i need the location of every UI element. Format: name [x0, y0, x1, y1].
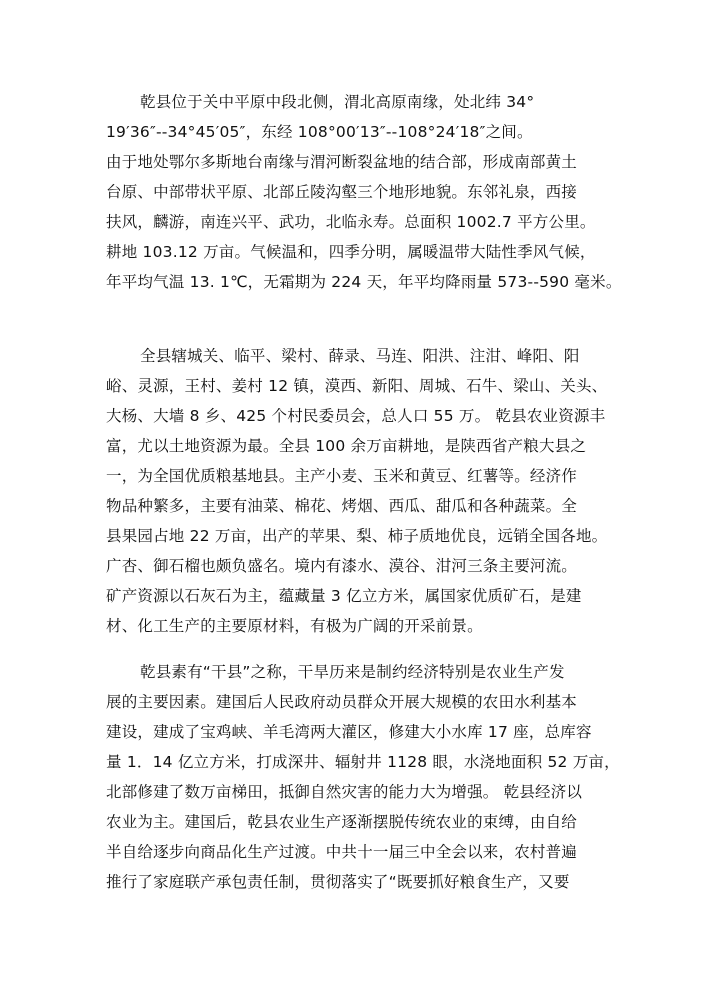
text-line: 广杏、御石榴也颇负盛名。境内有漆水、漠谷、泔河三条主要河流。 — [106, 557, 578, 575]
text-line: 材、化工生产的主要原材料，有极为广阔的开采前景。 — [106, 617, 483, 635]
text-line: 耕地 103.12 万亩。气候温和，四季分明，属暖温带大陆性季风气候， — [106, 243, 596, 261]
text-line: 一，为全国优质粮基地县。主产小麦、玉米和黄豆、红薯等。经济作 — [106, 467, 578, 485]
text-line: 大杨、大墙 8 乡、425 个村民委员会，总人口 55 万。 乾县农业资源丰 — [106, 407, 606, 425]
text-line: 物品种繁多，主要有油菜、棉花、烤烟、西瓜、甜瓜和各种蔬菜。全 — [106, 497, 578, 515]
text-line: 北部修建了数万亩梯田，抵御自然灾害的能力大为增强。 乾县经济以 — [106, 783, 583, 801]
text-line: 19′36″--34°45′05″，东经 108°00′13″--108°24′18″之间。 — [106, 123, 533, 141]
text-line: 扶风，麟游，南连兴平、武功，北临永寿。总面积 1002.7 平方公里。 — [106, 213, 596, 231]
text-line: 矿产资源以石灰石为主，蕴藏量 3 亿立方米，属国家优质矿石，是建 — [106, 587, 582, 605]
text-line: 农业为主。建国后，乾县农业生产逐渐摆脱传统农业的束缚，由自给 — [106, 813, 578, 831]
text-line: 县果园占地 22 万亩，出产的苹果、梨、柿子质地优良，远销全国各地。 — [106, 527, 608, 545]
text-line: 全县辖城关、临平、梁村、薛录、马连、阳洪、注泔、峰阳、阳 — [140, 347, 580, 365]
text-line: 由于地处鄂尔多斯地台南缘与渭河断裂盆地的结合部，形成南部黄土 — [106, 153, 578, 171]
text-line: 年平均气温 13. 1℃，无霜期为 224 天，年平均降雨量 573--590 毫米。 — [106, 273, 622, 291]
text-line: 乾县素有“干县”之称，干旱历来是制约经济特别是农业生产发 — [140, 663, 565, 681]
text-line: 推行了家庭联产承包责任制，贯彻落实了“既要抓好粮食生产，又要 — [106, 873, 570, 891]
text-line: 台原、中部带状平原、北部丘陵沟壑三个地形地貌。东邻礼泉，西接 — [106, 183, 578, 201]
text-line: 峪、灵源，王村、姜村 12 镇，漠西、新阳、周城、石牛、梁山、关头、 — [106, 377, 608, 395]
text-line: 富，尤以土地资源为最。全县 100 余万亩耕地，是陕西省产粮大县之 — [106, 437, 587, 455]
text-line: 建设，建成了宝鸡峡、羊毛湾两大灌区，修建大小水库 17 座，总库容 — [106, 723, 592, 741]
text-line: 量 1．14 亿立方米，打成深井、辐射井 1128 眼，水浇地面积 52 万亩， — [106, 753, 620, 771]
text-line: 展的主要因素。建国后人民政府动员群众开展大规模的农田水利基本 — [106, 693, 578, 711]
text-line: 半自给逐步向商品化生产过渡。中共十一届三中全会以来，农村普遍 — [106, 843, 578, 861]
text-line: 乾县位于关中平原中段北侧，渭北高原南缘，处北纬 34° — [140, 93, 535, 111]
